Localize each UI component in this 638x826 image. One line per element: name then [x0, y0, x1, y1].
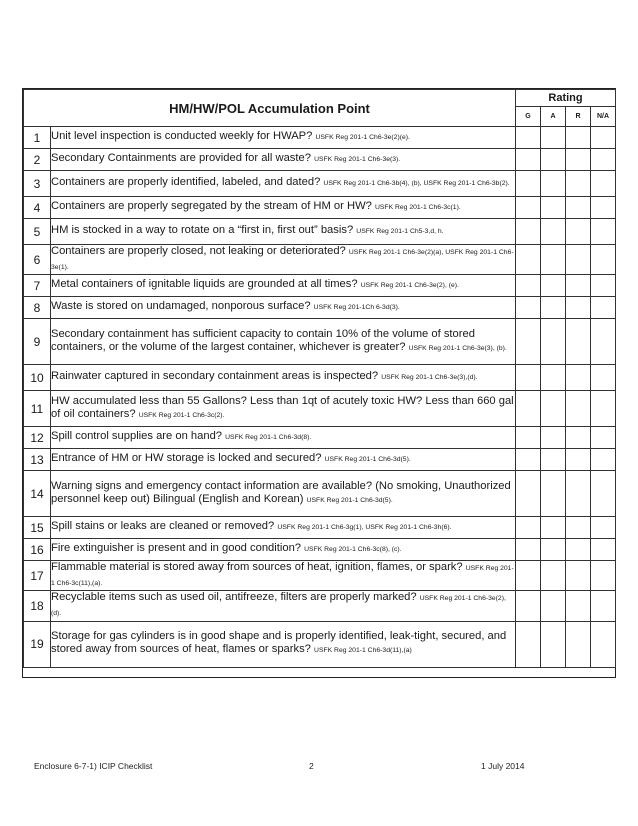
- checklist-row: [24, 365, 616, 391]
- rating-box-a[interactable]: [541, 245, 566, 275]
- rating-box-r[interactable]: [566, 517, 591, 539]
- item-cell: [51, 561, 516, 591]
- rating-column-g: G: [516, 107, 541, 127]
- item-number: 10: [24, 365, 51, 391]
- checklist-row: [24, 621, 616, 667]
- item-text: Secondary containment has sufficient capacity to contain 10% of the volume of stored containers, or the volume of the largest container, whichever is greater?: [51, 328, 475, 353]
- checklist-frame: [22, 88, 616, 678]
- rating-box-na[interactable]: [591, 561, 616, 591]
- item-number: 18: [24, 591, 51, 621]
- rating-header: Rating: [516, 90, 616, 107]
- item-reference: USFK Reg 201-1 Ch6-3g(1), USFK Reg 201-1 Ch6-3h(6).: [277, 524, 452, 532]
- item-cell: [51, 621, 516, 667]
- item-reference: USFK Reg 201-1 Ch6-3c(11),(a).: [51, 565, 514, 587]
- rating-box-a[interactable]: [541, 517, 566, 539]
- item-text: Warning signs and emergency contact information are available? (No smoking, Unauthorized personnel keep out) Bilingual (English and Korean): [51, 480, 511, 505]
- item-number: 5: [24, 219, 51, 245]
- checklist-row: [24, 219, 616, 245]
- rating-box-g[interactable]: [516, 275, 541, 297]
- rating-box-g[interactable]: [516, 427, 541, 449]
- rating-box-a[interactable]: [541, 449, 566, 471]
- rating-box-a[interactable]: [541, 149, 566, 171]
- rating-box-r[interactable]: [566, 219, 591, 245]
- rating-box-na[interactable]: [591, 197, 616, 219]
- rating-box-a[interactable]: [541, 621, 566, 667]
- item-text: HM is stocked in a way to rotate on a “first in, first out” basis?: [51, 224, 354, 237]
- item-cell: [51, 197, 516, 219]
- item-text: Entrance of HM or HW storage is locked and secured?: [51, 452, 322, 465]
- item-text: HW accumulated less than 55 Gallons? Less than 1qt of acutely toxic HW? Less than 660 gal of oil containers?: [51, 395, 514, 420]
- item-reference: USFK Reg 201-1 Ch6-3e(2),(d).: [51, 595, 506, 617]
- checklist-row: [24, 449, 616, 471]
- item-number: 12: [24, 427, 51, 449]
- checklist-row: [24, 471, 616, 517]
- rating-box-na[interactable]: [591, 591, 616, 621]
- checklist-row: [24, 297, 616, 319]
- checklist-row: [24, 539, 616, 561]
- item-reference: USFK Reg 201-1 Ch5-3,d, h.: [356, 228, 444, 236]
- rating-box-na[interactable]: [591, 391, 616, 427]
- rating-box-g[interactable]: [516, 149, 541, 171]
- item-number: 3: [24, 171, 51, 197]
- rating-box-g[interactable]: [516, 471, 541, 517]
- item-text: Fire extinguisher is present and in good condition?: [51, 542, 302, 555]
- rating-box-r[interactable]: [566, 427, 591, 449]
- item-cell: [51, 449, 516, 471]
- item-text: Metal containers of ignitable liquids are grounded at all times?: [51, 278, 358, 291]
- item-number: 11: [24, 391, 51, 427]
- rating-box-r[interactable]: [566, 275, 591, 297]
- item-cell: [51, 391, 516, 427]
- checklist-row: [24, 517, 616, 539]
- item-text: Flammable material is stored away from sources of heat, ignition, flames, or spark?: [51, 561, 463, 574]
- item-reference: USFK Reg 201-1 Ch6-3c(8), (c).: [304, 546, 402, 554]
- item-text: Waste is stored on undamaged, nonporous surface?: [51, 300, 311, 313]
- rating-box-na[interactable]: [591, 539, 616, 561]
- item-cell: [51, 591, 516, 621]
- rating-box-na[interactable]: [591, 449, 616, 471]
- item-number: 19: [24, 621, 51, 667]
- rating-box-a[interactable]: [541, 275, 566, 297]
- rating-box-a[interactable]: [541, 539, 566, 561]
- checklist-row: [24, 245, 616, 275]
- item-text: Containers are properly segregated by the stream of HM or HW?: [51, 200, 372, 213]
- table-title: HM/HW/POL Accumulation Point: [24, 90, 516, 127]
- rating-box-na[interactable]: [591, 365, 616, 391]
- item-number: 7: [24, 275, 51, 297]
- item-cell: [51, 219, 516, 245]
- item-reference: USFK Reg 201-1 Ch6-3b(4), (b), USFK Reg 201-1 Ch6-3b(2).: [323, 180, 510, 188]
- item-reference: USFK Reg 201-1 Ch6-3c(1).: [374, 204, 461, 212]
- checklist-body: [24, 127, 616, 668]
- rating-box-a[interactable]: [541, 297, 566, 319]
- rating-box-g[interactable]: [516, 561, 541, 591]
- item-number: 2: [24, 149, 51, 171]
- rating-box-r[interactable]: [566, 245, 591, 275]
- item-cell: [51, 149, 516, 171]
- item-cell: [51, 127, 516, 149]
- item-reference: USFK Reg 201-1 Ch6-3e(3).: [314, 156, 401, 164]
- rating-box-r[interactable]: [566, 171, 591, 197]
- checklist-row: [24, 427, 616, 449]
- item-cell: [51, 245, 516, 275]
- checklist-row: [24, 127, 616, 149]
- rating-box-a[interactable]: [541, 427, 566, 449]
- item-text: Unit level inspection is conducted weekly for HWAP?: [51, 130, 313, 143]
- rating-box-g[interactable]: [516, 319, 541, 365]
- checklist-row: [24, 591, 616, 621]
- item-number: 4: [24, 197, 51, 219]
- footer-page-number: 2: [309, 761, 314, 771]
- item-cell: [51, 427, 516, 449]
- rating-box-a[interactable]: [541, 561, 566, 591]
- checklist-row: [24, 197, 616, 219]
- rating-box-r[interactable]: [566, 391, 591, 427]
- item-reference: USFK Reg 201-1 Ch6-3d(11),(a): [314, 647, 412, 655]
- rating-column-r: R: [566, 107, 591, 127]
- rating-box-g[interactable]: [516, 171, 541, 197]
- rating-box-a[interactable]: [541, 197, 566, 219]
- item-number: 17: [24, 561, 51, 591]
- item-text: Spill stains or leaks are cleaned or removed?: [51, 520, 275, 533]
- rating-box-a[interactable]: [541, 219, 566, 245]
- checklist-row: [24, 275, 616, 297]
- item-cell: [51, 171, 516, 197]
- rating-box-r[interactable]: [566, 149, 591, 171]
- rating-box-a[interactable]: [541, 391, 566, 427]
- rating-box-g[interactable]: [516, 365, 541, 391]
- rating-box-a[interactable]: [541, 319, 566, 365]
- item-reference: USFK Reg 201-1 Ch6-3e(3), (b).: [408, 344, 507, 352]
- rating-box-r[interactable]: [566, 127, 591, 149]
- rating-box-r[interactable]: [566, 197, 591, 219]
- item-text: Containers are properly identified, labeled, and dated?: [51, 176, 321, 189]
- rating-box-a[interactable]: [541, 127, 566, 149]
- item-number: 16: [24, 539, 51, 561]
- item-cell: [51, 539, 516, 561]
- item-cell: [51, 471, 516, 517]
- rating-box-g[interactable]: [516, 539, 541, 561]
- rating-box-r[interactable]: [566, 471, 591, 517]
- rating-box-r[interactable]: [566, 319, 591, 365]
- item-cell: [51, 365, 516, 391]
- item-text: Recyclable items such as used oil, antifreeze, filters are properly marked?: [51, 591, 417, 604]
- rating-column-na: N/A: [591, 107, 616, 127]
- checklist-row: [24, 319, 616, 365]
- rating-box-na[interactable]: [591, 127, 616, 149]
- rating-box-g[interactable]: [516, 245, 541, 275]
- rating-box-a[interactable]: [541, 365, 566, 391]
- rating-box-a[interactable]: [541, 171, 566, 197]
- rating-box-na[interactable]: [591, 621, 616, 667]
- rating-box-a[interactable]: [541, 591, 566, 621]
- item-reference: USFK Reg 201-1 Ch6-3d(8).: [225, 434, 312, 442]
- item-number: 6: [24, 245, 51, 275]
- item-number: 9: [24, 319, 51, 365]
- item-reference: USFK Reg 201-1 Ch6-3d(5).: [324, 456, 411, 464]
- rating-box-na[interactable]: [591, 275, 616, 297]
- rating-box-g[interactable]: [516, 219, 541, 245]
- footer-enclosure: Enclosure 6-7-1) ICIP Checklist: [34, 761, 153, 771]
- item-cell: [51, 517, 516, 539]
- checklist-row: [24, 391, 616, 427]
- checklist-row: [24, 561, 616, 591]
- rating-box-g[interactable]: [516, 297, 541, 319]
- item-cell: [51, 275, 516, 297]
- item-cell: [51, 319, 516, 365]
- rating-box-na[interactable]: [591, 219, 616, 245]
- rating-box-na[interactable]: [591, 471, 616, 517]
- rating-box-r[interactable]: [566, 539, 591, 561]
- rating-box-na[interactable]: [591, 149, 616, 171]
- item-reference: USFK Reg 201-1Ch 6-3d(3).: [313, 304, 400, 312]
- item-number: 1: [24, 127, 51, 149]
- rating-column-a: A: [541, 107, 566, 127]
- rating-box-na[interactable]: [591, 517, 616, 539]
- rating-box-r[interactable]: [566, 621, 591, 667]
- rating-box-g[interactable]: [516, 449, 541, 471]
- item-number: 14: [24, 471, 51, 517]
- rating-box-g[interactable]: [516, 127, 541, 149]
- item-reference: USFK Reg 201-1 Ch6-3e(3),(d).: [381, 374, 478, 382]
- rating-box-na[interactable]: [591, 297, 616, 319]
- footer-date: 1 July 2014: [481, 761, 525, 771]
- item-text: Secondary Containments are provided for all waste?: [51, 152, 311, 165]
- checklist-row: [24, 171, 616, 197]
- rating-box-a[interactable]: [541, 471, 566, 517]
- rating-box-g[interactable]: [516, 197, 541, 219]
- item-number: 15: [24, 517, 51, 539]
- rating-box-r[interactable]: [566, 297, 591, 319]
- item-text: Spill control supplies are on hand?: [51, 430, 223, 443]
- item-number: 8: [24, 297, 51, 319]
- rating-box-r[interactable]: [566, 561, 591, 591]
- item-reference: USFK Reg 201-1 Ch6-3e(2), (e).: [360, 282, 459, 290]
- rating-box-g[interactable]: [516, 391, 541, 427]
- checklist-row: [24, 149, 616, 171]
- rating-box-na[interactable]: [591, 319, 616, 365]
- rating-box-r[interactable]: [566, 591, 591, 621]
- rating-box-na[interactable]: [591, 427, 616, 449]
- rating-box-r[interactable]: [566, 365, 591, 391]
- item-text: Containers are properly closed, not leaking or deteriorated?: [51, 245, 346, 257]
- rating-box-g[interactable]: [516, 621, 541, 667]
- item-reference: USFK Reg 201-1 Ch6-3e(2)(e).: [315, 134, 410, 142]
- item-reference: USFK Reg 201-1 Ch6-3e(2)(a), USFK Reg 201-1 Ch6-3e(1).: [51, 249, 514, 271]
- item-number: 13: [24, 449, 51, 471]
- item-text: Rainwater captured in secondary containment areas is inspected?: [51, 370, 379, 383]
- rating-box-g[interactable]: [516, 517, 541, 539]
- rating-box-na[interactable]: [591, 171, 616, 197]
- item-reference: USFK Reg 201-1 Ch6-3d(5).: [306, 496, 393, 504]
- item-reference: USFK Reg 201-1 Ch6-3c(2).: [138, 411, 225, 419]
- rating-box-na[interactable]: [591, 245, 616, 275]
- item-text: Storage for gas cylinders is in good shape and is properly identified, leak-tight, secured, and stored away from sources of heat, flames or sparks?: [51, 630, 507, 656]
- checklist-table: [23, 89, 616, 668]
- item-cell: [51, 297, 516, 319]
- rating-box-r[interactable]: [566, 449, 591, 471]
- rating-box-g[interactable]: [516, 591, 541, 621]
